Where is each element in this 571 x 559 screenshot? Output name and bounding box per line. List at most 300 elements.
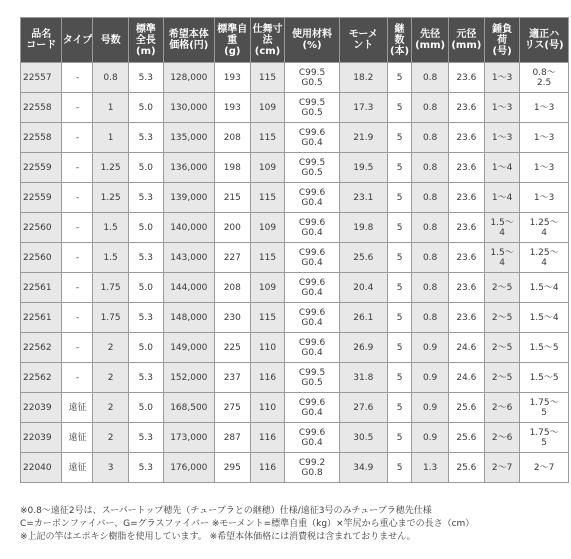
cell-weight: 225 <box>214 333 250 363</box>
cell-type: - <box>62 153 93 183</box>
cell-butt-diameter: 23.6 <box>448 183 484 213</box>
cell-text: G0.4 <box>301 257 323 268</box>
header-text: (g) <box>224 45 241 57</box>
header-text: モーメ <box>348 29 378 40</box>
cell-type: - <box>62 183 93 213</box>
cell-line-size <box>520 93 569 123</box>
cell-sections: 5 <box>387 153 412 183</box>
cell-product-code: 22558 <box>21 93 62 123</box>
cell-length: 5.3 <box>128 243 163 273</box>
header-text: 品名 <box>31 29 52 40</box>
cell-price: 168,500 <box>163 393 214 423</box>
table-row <box>21 153 569 183</box>
cell-text: 1.25〜 <box>529 247 559 258</box>
footnote-1: ※0.8〜遠征2号は、スーパートップ穂先（チューブラとの継穂）仕様/遠征3号のみチューブラ穂先仕様 <box>20 506 432 516</box>
cell-sinker-load <box>484 363 519 393</box>
cell-text: C99.6 <box>298 277 326 288</box>
header-text: (本) <box>389 45 410 57</box>
cell-price: 152,000 <box>163 363 214 393</box>
cell-text: 4 <box>541 257 547 268</box>
cell-length: 5.0 <box>128 213 163 243</box>
cell-moment: 26.9 <box>339 333 387 363</box>
table-row <box>21 123 569 153</box>
cell-product-code: 22039 <box>21 423 62 453</box>
cell-sections: 5 <box>387 63 412 93</box>
header-text: 元径 <box>456 29 477 40</box>
cell-line-size <box>520 153 569 183</box>
cell-weight: 227 <box>214 243 250 273</box>
cell-type: 遠征 <box>62 453 93 483</box>
cell-text: G0.4 <box>301 287 323 298</box>
cell-butt-diameter: 23.6 <box>448 303 484 333</box>
cell-text: G0.8 <box>301 467 323 478</box>
cell-size: 2 <box>93 363 128 393</box>
cell-butt-diameter: 23.6 <box>448 123 484 153</box>
cell-size: 2 <box>93 423 128 453</box>
column-header-butt-diameter <box>448 18 484 63</box>
cell-closed-length: 109 <box>250 93 284 123</box>
cell-text: 1〜3 <box>491 132 513 143</box>
cell-sections: 5 <box>387 243 412 273</box>
cell-closed-length: 116 <box>250 363 284 393</box>
cell-price: 173,000 <box>163 423 214 453</box>
cell-text: 1〜4 <box>491 162 513 173</box>
cell-butt-diameter: 23.6 <box>448 213 484 243</box>
cell-closed-length: 115 <box>250 183 284 213</box>
cell-type: - <box>62 333 93 363</box>
cell-text: C99.6 <box>298 397 326 408</box>
column-header-weight <box>214 18 250 63</box>
cell-line-size <box>520 183 569 213</box>
cell-length: 5.3 <box>128 453 163 483</box>
cell-type: 遠征 <box>62 423 93 453</box>
cell-price: 128,000 <box>163 63 214 93</box>
cell-text: G0.4 <box>301 227 323 238</box>
header-text: 先径 <box>420 29 441 40</box>
cell-sinker-load <box>484 153 519 183</box>
cell-size: 1.5 <box>93 243 128 273</box>
cell-price: 139,000 <box>163 183 214 213</box>
cell-text: 1.25〜 <box>529 217 559 228</box>
cell-closed-length: 116 <box>250 453 284 483</box>
cell-closed-length: 109 <box>250 153 284 183</box>
cell-weight: 193 <box>214 63 250 93</box>
cell-type: - <box>62 63 93 93</box>
cell-price: 144,000 <box>163 273 214 303</box>
cell-moment: 19.8 <box>339 213 387 243</box>
cell-butt-diameter: 23.6 <box>448 63 484 93</box>
cell-butt-diameter: 23.6 <box>448 153 484 183</box>
cell-closed-length: 115 <box>250 243 284 273</box>
cell-line-size <box>520 303 569 333</box>
cell-weight: 275 <box>214 393 250 423</box>
cell-butt-diameter: 24.6 <box>448 333 484 363</box>
cell-moment: 31.8 <box>339 363 387 393</box>
cell-text: 1.5〜 <box>490 247 514 258</box>
cell-weight: 295 <box>214 453 250 483</box>
column-header-size <box>93 18 128 63</box>
cell-tip-diameter: 0.8 <box>412 183 448 213</box>
cell-text: 2〜5 <box>491 312 513 323</box>
cell-text: C99.6 <box>298 337 326 348</box>
cell-product-code: 22039 <box>21 393 62 423</box>
cell-butt-diameter: 23.6 <box>448 93 484 123</box>
cell-text: C99.6 <box>298 307 326 318</box>
cell-text: 2〜6 <box>491 402 513 413</box>
header-text: 仕舞寸 <box>252 23 283 35</box>
table-row <box>21 453 569 483</box>
cell-line-size <box>520 333 569 363</box>
cell-closed-length: 115 <box>250 123 284 153</box>
cell-tip-diameter: 0.9 <box>412 333 448 363</box>
cell-sinker-load <box>484 303 519 333</box>
column-header-material <box>285 18 340 63</box>
cell-sinker-load <box>484 183 519 213</box>
cell-weight: 208 <box>214 123 250 153</box>
cell-text: C99.6 <box>298 217 326 228</box>
cell-butt-diameter: 25.6 <box>448 393 484 423</box>
cell-text: G0.4 <box>301 197 323 208</box>
cell-type: - <box>62 93 93 123</box>
cell-sections: 5 <box>387 93 412 123</box>
cell-text: 1.5〜4 <box>529 282 559 293</box>
header-text: コード <box>26 40 57 51</box>
cell-closed-length: 109 <box>250 213 284 243</box>
header-text: 全長 <box>135 34 156 46</box>
column-header-type <box>62 18 93 63</box>
cell-sections: 5 <box>387 183 412 213</box>
cell-line-size <box>520 453 569 483</box>
cell-tip-diameter: 0.9 <box>412 393 448 423</box>
cell-moment: 26.1 <box>339 303 387 333</box>
cell-material <box>285 63 340 93</box>
cell-size: 1 <box>93 123 128 153</box>
cell-line-size <box>520 423 569 453</box>
cell-size: 1.75 <box>93 303 128 333</box>
cell-weight: 208 <box>214 273 250 303</box>
column-header-product-code <box>21 18 62 63</box>
cell-text: G0.4 <box>301 407 323 418</box>
cell-material <box>285 423 340 453</box>
column-header-sinker-load <box>484 18 519 63</box>
cell-sinker-load <box>484 243 519 273</box>
cell-text: 5 <box>541 437 547 448</box>
cell-text: 4 <box>499 257 505 268</box>
cell-product-code: 22559 <box>21 153 62 183</box>
footnote-3: ※上記の竿はエポキシ樹脂を使用しています。 ※希望本体価格には消費税は含まれておりません。 <box>20 532 416 542</box>
cell-size: 1.5 <box>93 213 128 243</box>
cell-text: 1.5〜4 <box>529 312 559 323</box>
cell-line-size <box>520 243 569 273</box>
cell-type: - <box>62 273 93 303</box>
cell-sinker-load <box>484 273 519 303</box>
cell-text: 1〜3 <box>533 132 555 143</box>
cell-text: G0.5 <box>301 77 323 88</box>
cell-text: C99.6 <box>298 247 326 258</box>
cell-weight: 215 <box>214 183 250 213</box>
cell-product-code: 22557 <box>21 63 62 93</box>
cell-material <box>285 153 340 183</box>
cell-butt-diameter: 23.6 <box>448 243 484 273</box>
cell-tip-diameter: 0.8 <box>412 213 448 243</box>
header-text: (mm) <box>451 40 482 51</box>
cell-tip-diameter: 1.3 <box>412 453 448 483</box>
cell-closed-length: 115 <box>250 303 284 333</box>
cell-material <box>285 93 340 123</box>
header-text: 標準 <box>135 23 156 35</box>
cell-text: 1.75〜 <box>529 427 559 438</box>
cell-text: 2〜7 <box>491 462 513 473</box>
header-text: 使用材料 <box>292 29 333 40</box>
cell-tip-diameter: 0.9 <box>412 423 448 453</box>
cell-material <box>285 453 340 483</box>
cell-sinker-load <box>484 63 519 93</box>
cell-price: 140,000 <box>163 213 214 243</box>
cell-price: 148,000 <box>163 303 214 333</box>
cell-text: 2〜5 <box>491 282 513 293</box>
cell-text: 2.5 <box>536 77 552 88</box>
cell-length: 5.0 <box>128 393 163 423</box>
cell-sections: 5 <box>387 213 412 243</box>
cell-weight: 200 <box>214 213 250 243</box>
header-text: ント <box>353 40 374 51</box>
cell-moment: 27.6 <box>339 393 387 423</box>
header-text: 継 <box>394 23 405 35</box>
cell-text: 1〜3 <box>491 72 513 83</box>
cell-closed-length: 116 <box>250 423 284 453</box>
footnotes <box>20 505 571 544</box>
column-header-price <box>163 18 214 63</box>
cell-sections: 5 <box>387 123 412 153</box>
cell-text: 2〜7 <box>533 462 555 473</box>
cell-product-code: 22040 <box>21 453 62 483</box>
cell-moment: 34.9 <box>339 453 387 483</box>
cell-material <box>285 333 340 363</box>
cell-material <box>285 213 340 243</box>
header-text: (cm) <box>254 45 281 57</box>
cell-text: G0.4 <box>301 347 323 358</box>
header-text: 荷 <box>497 34 508 46</box>
cell-length: 5.3 <box>128 363 163 393</box>
cell-moment: 18.2 <box>339 63 387 93</box>
header-text: 重 <box>227 34 238 46</box>
table-row <box>21 243 569 273</box>
cell-text: 1〜3 <box>491 102 513 113</box>
table-row <box>21 303 569 333</box>
cell-line-size <box>520 393 569 423</box>
cell-sinker-load <box>484 393 519 423</box>
cell-text: 1.75〜 <box>529 397 559 408</box>
cell-tip-diameter: 0.9 <box>412 363 448 393</box>
header-text: 価格(円) <box>169 40 209 51</box>
header-text: 号数 <box>100 34 121 46</box>
cell-weight: 193 <box>214 93 250 123</box>
table-row <box>21 213 569 243</box>
cell-price: 143,000 <box>163 243 214 273</box>
header-text: 適正ハ <box>529 29 560 40</box>
cell-type: - <box>62 123 93 153</box>
cell-sinker-load <box>484 453 519 483</box>
column-header-tip-diameter <box>412 18 448 63</box>
cell-length: 5.3 <box>128 183 163 213</box>
cell-moment: 25.6 <box>339 243 387 273</box>
header-text: 錘負 <box>492 23 513 35</box>
cell-butt-diameter: 23.6 <box>448 273 484 303</box>
cell-text: 0.8〜 <box>532 67 556 78</box>
cell-text: 1.5〜5 <box>529 342 559 353</box>
table-row <box>21 273 569 303</box>
cell-size: 1 <box>93 93 128 123</box>
cell-product-code: 22562 <box>21 333 62 363</box>
cell-length: 5.3 <box>128 123 163 153</box>
cell-product-code: 22561 <box>21 273 62 303</box>
header-text: タイプ <box>62 34 93 46</box>
cell-product-code: 22560 <box>21 213 62 243</box>
cell-text: 1〜3 <box>533 192 555 203</box>
rod-spec-table <box>20 17 569 483</box>
cell-text: 1〜3 <box>533 162 555 173</box>
cell-moment: 17.3 <box>339 93 387 123</box>
cell-size: 2 <box>93 333 128 363</box>
column-header-moment <box>339 18 387 63</box>
table-row <box>21 333 569 363</box>
cell-text: C99.5 <box>298 67 326 78</box>
table-row <box>21 93 569 123</box>
footnote-2: C=カーボンファイバー、G=グラスファイバー ※モーメント=標準自重（kg）×竿尻から重心までの長さ（cm） <box>20 519 475 529</box>
cell-material <box>285 123 340 153</box>
cell-text: 1〜3 <box>533 102 555 113</box>
header-text: (%) <box>302 40 322 51</box>
cell-length: 5.0 <box>128 153 163 183</box>
cell-line-size <box>520 273 569 303</box>
cell-text: G0.4 <box>301 317 323 328</box>
cell-sections: 5 <box>387 423 412 453</box>
cell-type: - <box>62 363 93 393</box>
header-text: (mm) <box>415 40 446 51</box>
cell-product-code: 22560 <box>21 243 62 273</box>
cell-length: 5.0 <box>128 93 163 123</box>
table-row <box>21 363 569 393</box>
cell-butt-diameter: 24.6 <box>448 363 484 393</box>
cell-price: 130,000 <box>163 93 214 123</box>
cell-text: G0.5 <box>301 107 323 118</box>
cell-tip-diameter: 0.8 <box>412 273 448 303</box>
cell-size: 3 <box>93 453 128 483</box>
cell-type: 遠征 <box>62 393 93 423</box>
cell-size: 2 <box>93 393 128 423</box>
cell-closed-length: 110 <box>250 333 284 363</box>
cell-type: - <box>62 243 93 273</box>
cell-text: 2〜5 <box>491 342 513 353</box>
table-row <box>21 393 569 423</box>
cell-type: - <box>62 213 93 243</box>
cell-line-size <box>520 213 569 243</box>
cell-moment: 23.1 <box>339 183 387 213</box>
cell-text: G0.4 <box>301 437 323 448</box>
cell-text: 5 <box>541 407 547 418</box>
cell-size: 1.25 <box>93 183 128 213</box>
cell-length: 5.3 <box>128 63 163 93</box>
cell-product-code: 22558 <box>21 123 62 153</box>
cell-line-size <box>520 123 569 153</box>
cell-size: 0.8 <box>93 63 128 93</box>
cell-tip-diameter: 0.8 <box>412 303 448 333</box>
cell-tip-diameter: 0.8 <box>412 123 448 153</box>
cell-size: 1.25 <box>93 153 128 183</box>
cell-product-code: 22559 <box>21 183 62 213</box>
cell-material <box>285 243 340 273</box>
cell-length: 5.3 <box>128 423 163 453</box>
cell-tip-diameter: 0.8 <box>412 153 448 183</box>
cell-tip-diameter: 0.8 <box>412 243 448 273</box>
table-body <box>21 63 569 483</box>
header-text: 希望本体 <box>168 29 209 40</box>
cell-line-size <box>520 363 569 393</box>
table-row <box>21 63 569 93</box>
cell-product-code: 22562 <box>21 363 62 393</box>
cell-butt-diameter: 25.6 <box>448 453 484 483</box>
cell-text: G0.4 <box>301 137 323 148</box>
cell-sections: 5 <box>387 363 412 393</box>
cell-closed-length: 110 <box>250 393 284 423</box>
cell-price: 149,000 <box>163 333 214 363</box>
cell-text: 4 <box>499 227 505 238</box>
cell-closed-length: 115 <box>250 63 284 93</box>
cell-text: C99.5 <box>298 157 326 168</box>
cell-text: 1.5〜 <box>490 217 514 228</box>
table-row <box>21 423 569 453</box>
cell-length: 5.0 <box>128 273 163 303</box>
cell-size: 1.75 <box>93 273 128 303</box>
cell-line-size <box>520 63 569 93</box>
cell-text: C99.5 <box>298 97 326 108</box>
cell-text: G0.5 <box>301 167 323 178</box>
cell-text: C99.6 <box>298 127 326 138</box>
cell-tip-diameter: 0.8 <box>412 93 448 123</box>
cell-type: - <box>62 303 93 333</box>
cell-closed-length: 109 <box>250 273 284 303</box>
header-text: 法 <box>262 34 273 46</box>
cell-weight: 198 <box>214 153 250 183</box>
cell-moment: 20.4 <box>339 273 387 303</box>
cell-sections: 5 <box>387 303 412 333</box>
cell-sinker-load <box>484 93 519 123</box>
cell-material <box>285 273 340 303</box>
column-header-line-size <box>520 18 569 63</box>
column-header-closed-length <box>250 18 284 63</box>
cell-text: 1〜4 <box>491 192 513 203</box>
cell-price: 135,000 <box>163 123 214 153</box>
cell-material <box>285 303 340 333</box>
cell-sections: 5 <box>387 393 412 423</box>
cell-price: 136,000 <box>163 153 214 183</box>
cell-text: 1.5〜5 <box>529 372 559 383</box>
header-text: リス(号) <box>524 40 564 51</box>
table-row <box>21 183 569 213</box>
cell-text: 4 <box>541 227 547 238</box>
cell-material <box>285 363 340 393</box>
header-text: 数 <box>394 34 405 46</box>
cell-length: 5.0 <box>128 333 163 363</box>
cell-price: 176,000 <box>163 453 214 483</box>
cell-sinker-load <box>484 333 519 363</box>
cell-material <box>285 183 340 213</box>
cell-tip-diameter: 0.8 <box>412 63 448 93</box>
cell-sections: 5 <box>387 273 412 303</box>
cell-sinker-load <box>484 213 519 243</box>
cell-text: C99.6 <box>298 187 326 198</box>
cell-text: C99.5 <box>298 367 326 378</box>
